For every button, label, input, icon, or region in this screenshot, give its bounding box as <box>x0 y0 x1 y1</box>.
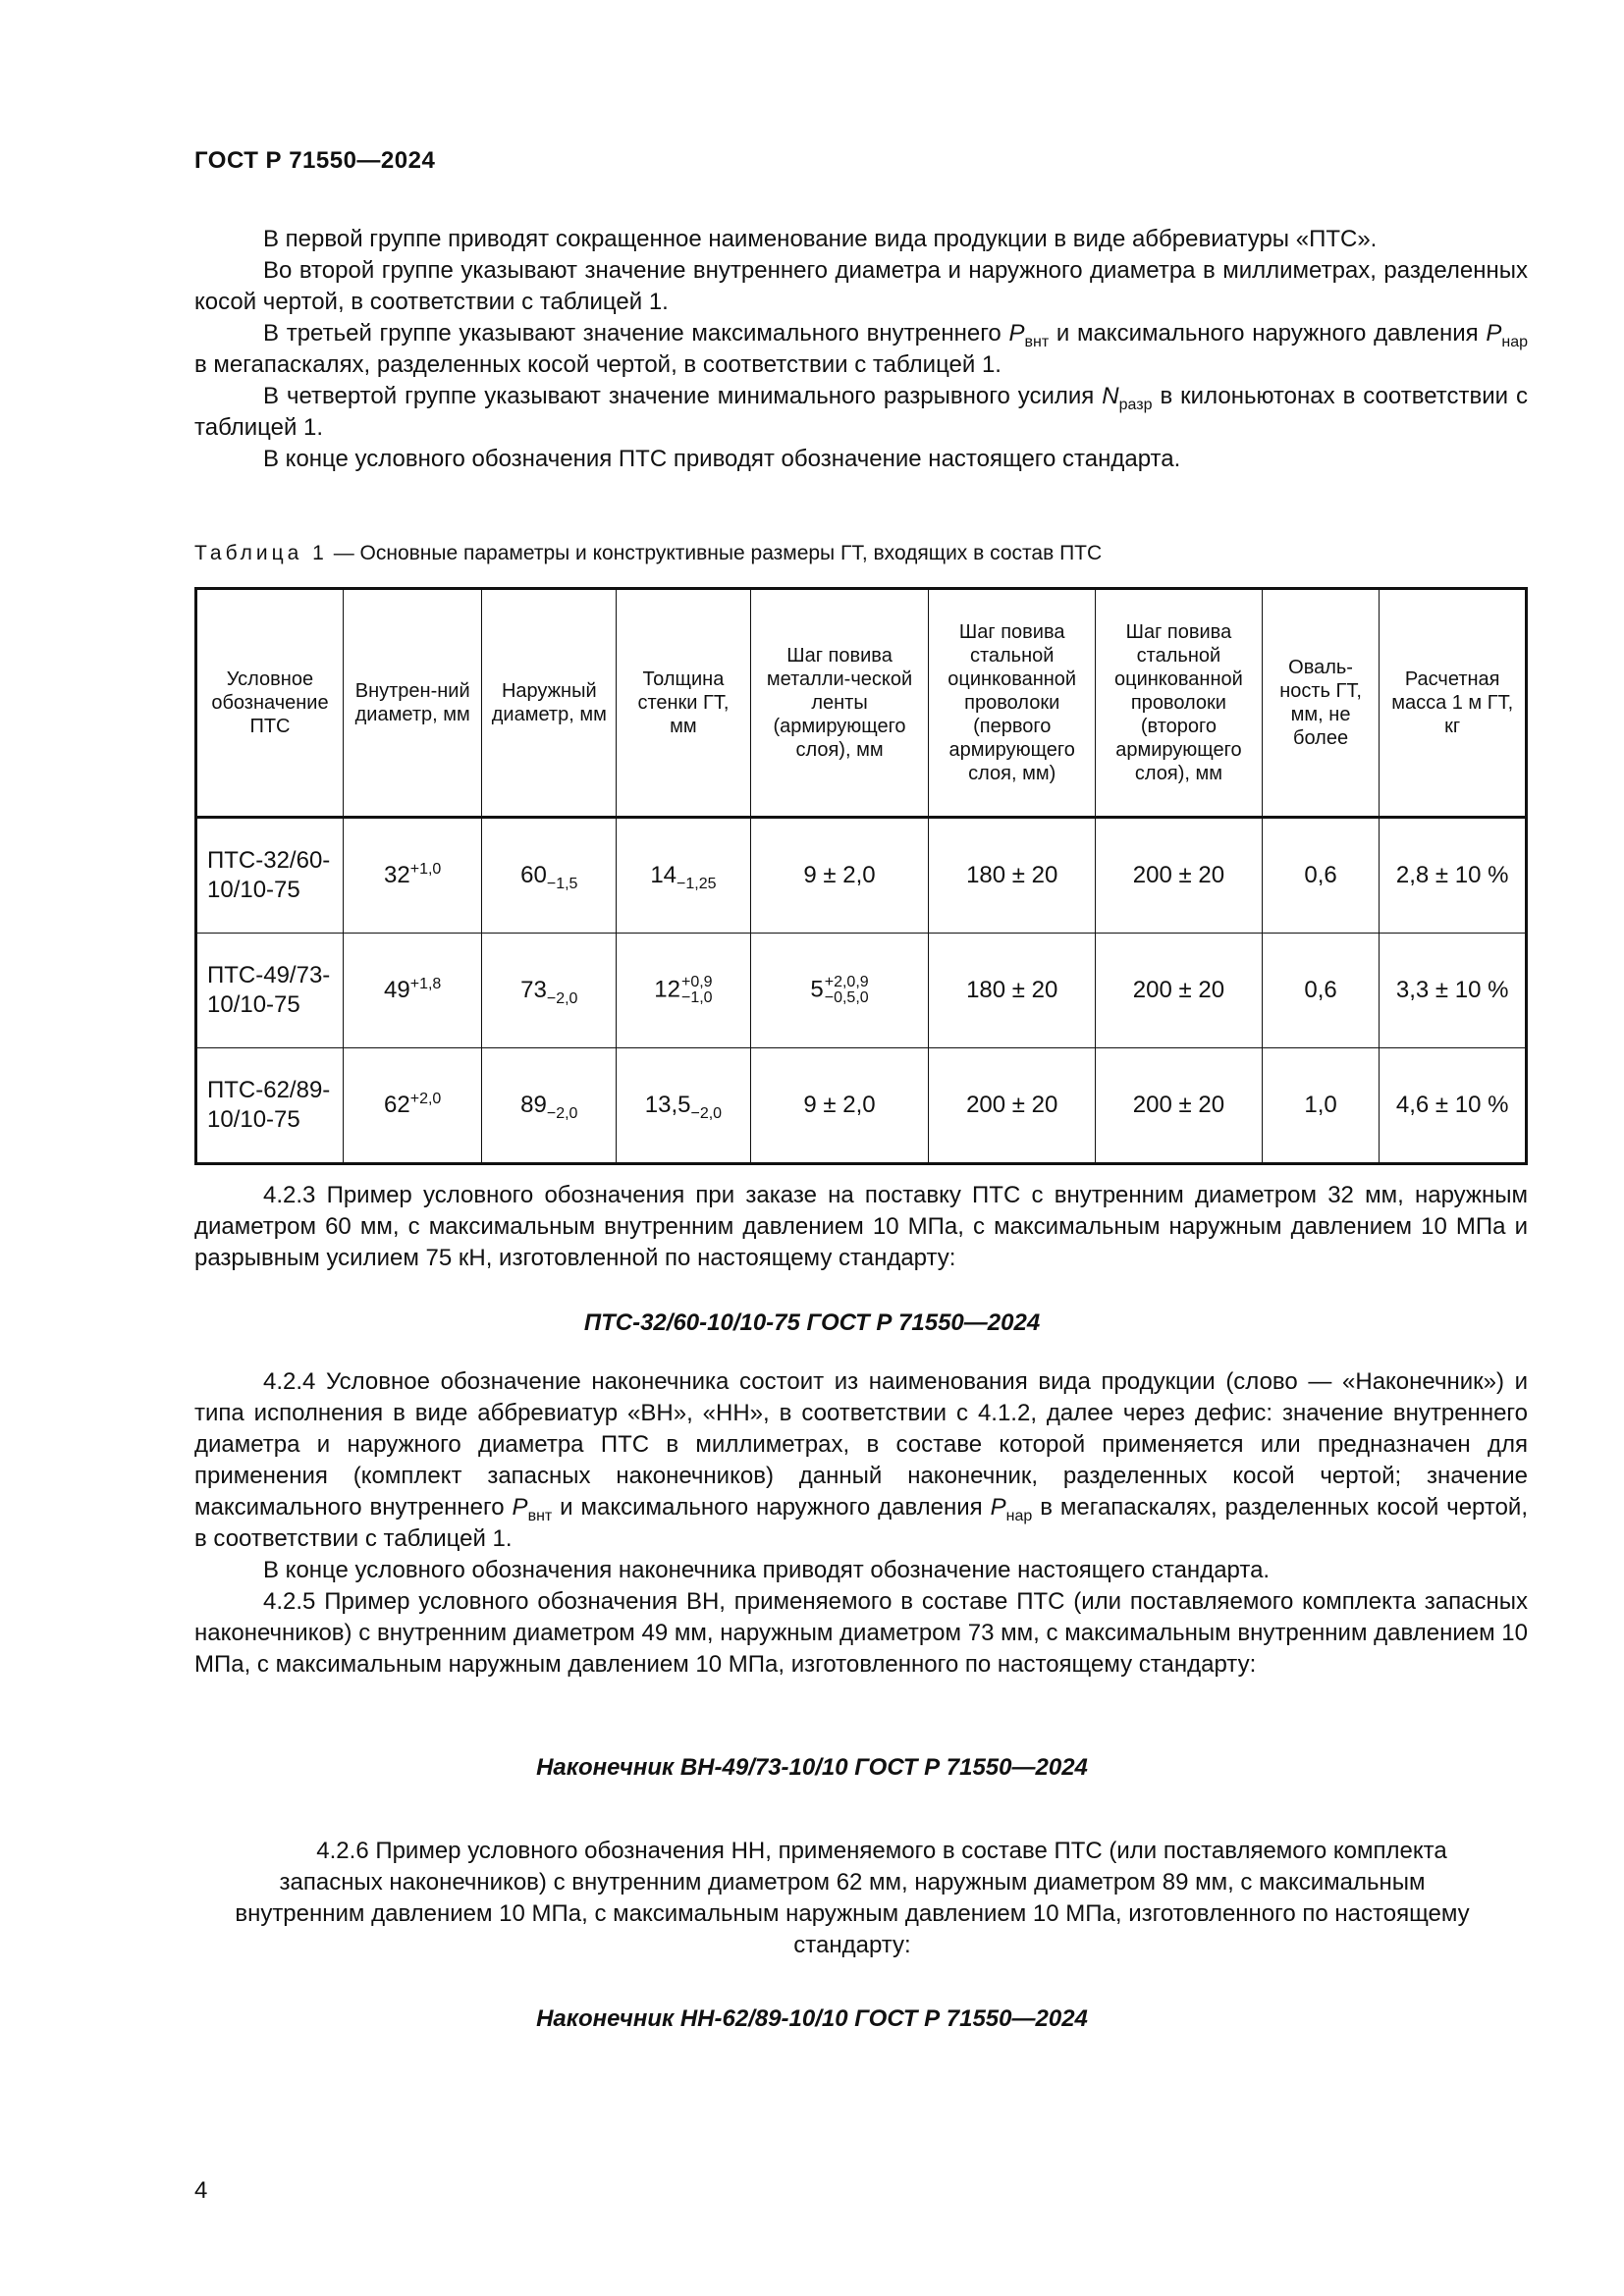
section-4-2-3-text: 4.2.3 Пример условного обозначения при заказе на поставку ПТС с внутренним диаметром 32 мм, наружным диаметром 60 мм, с максимальным внутренним давлением 10 МПа, с максимальным наружным давлением 10 МПа и разрывным усилием 75 кН, изготовленной по настоящему стандарту: <box>194 1182 1528 1271</box>
intro-text <box>194 224 1528 475</box>
page-number: 4 <box>194 2177 208 2204</box>
cell-mass: 4,6 ± 10 % <box>1380 1048 1527 1164</box>
header-designation: Условное обозначение ПТС <box>196 589 344 818</box>
cell-wire-pitch-second: 200 ± 20 <box>1096 1048 1263 1164</box>
table-caption <box>194 542 1102 565</box>
header-ovality: Оваль-ность ГТ, мм, не более <box>1262 589 1380 818</box>
example-vn-designation: Наконечник ВН-49/73-10/10 ГОСТ Р 71550—2024 <box>536 1754 1088 1781</box>
cell-tape-pitch: 9 ± 2,0 <box>750 818 929 934</box>
paragraph-group2: Во второй группе указывают значение внутреннего диаметра и наружного диаметра в миллиметрах, разделенных косой чертой, в соответствии с таблицей 1. <box>194 257 1528 315</box>
table-row <box>196 934 1527 1048</box>
cell-tape-pitch: 9 ± 2,0 <box>750 1048 929 1164</box>
cell-designation: ПТС-32/60-10/10-75 <box>196 818 344 934</box>
cell-wire-pitch-first: 180 ± 20 <box>929 934 1096 1048</box>
cell-mass: 2,8 ± 10 % <box>1380 818 1527 934</box>
table-caption-text: — Основные параметры и конструктивные размеры ГТ, входящих в состав ПТС <box>327 542 1103 564</box>
section-4-2-3 <box>194 1180 1528 1274</box>
paragraph-group4: В четвертой группе указывают значение минимального разрывного усилия $N_{разр}$ в килоньютонах в соответствии с таблицей 1. <box>194 383 1528 441</box>
header-mass: Расчетная масса 1 м ГТ, кг <box>1380 589 1527 818</box>
header-wire-pitch-first: Шаг повива стальной оцинкованной проволоки (первого армирующего слоя, мм) <box>929 589 1096 818</box>
paragraph-group1: В первой группе приводят сокращенное наименование вида продукции в виде аббревиатуры «ПТС». <box>263 226 1378 252</box>
paragraph-group3: В третьей группе указывают значение максимального внутреннего $P_{внт}$ и максимального наружного давления $P_{нар}$ в мегапаскалях, разделенных косой чертой, в соответствии с таблицей 1. <box>194 320 1528 378</box>
cell-ovality: 1,0 <box>1262 1048 1380 1164</box>
cell-mass: 3,3 ± 10 % <box>1380 934 1527 1048</box>
header-outer-diameter: Наружный диаметр, мм <box>482 589 617 818</box>
section-4-2-4 <box>194 1366 1528 1681</box>
table-row <box>196 818 1527 934</box>
document-header: ГОСТ Р 71550—2024 <box>194 147 436 174</box>
cell-wall-thickness: 12 +0,9 −1,0 <box>617 934 751 1048</box>
section-4-2-4-end: В конце условного обозначения наконечника приводят обозначение настоящего стандарта. <box>263 1557 1271 1583</box>
cell-outer-diameter: $89_{-2,0}$ <box>482 1048 617 1164</box>
section-4-2-5-text: 4.2.5 Пример условного обозначения ВН, применяемого в составе ПТС (или поставляемого комплекта запасных наконечников) с внутренним диаметром 49 мм, наружным диаметром 73 мм, с максимальным внутренним давлением 10 МПа, с максимальным наружным давлением 10 МПа, изготовленного по настоящему стандарту: <box>194 1588 1528 1678</box>
section-4-2-6 <box>214 1836 1490 1961</box>
cell-inner-diameter: $32^{+1,0}$ <box>343 818 482 934</box>
section-4-2-6-text: 4.2.6 Пример условного обозначения НН, применяемого в составе ПТС (или поставляемого комплекта запасных наконечников) с внутренним диаметром 62 мм, наружным диаметром 89 мм, с максимальным внутренним давлением 10 МПа, с максимальным наружным давлением 10 МПа, изготовленного по настоящему стандарту: <box>235 1838 1470 1958</box>
cell-wire-pitch-second: 200 ± 20 <box>1096 818 1263 934</box>
example-nn-designation: Наконечник НН-62/89-10/10 ГОСТ Р 71550—2024 <box>536 2005 1088 2032</box>
cell-wire-pitch-first: 200 ± 20 <box>929 1048 1096 1164</box>
cell-wire-pitch-second: 200 ± 20 <box>1096 934 1263 1048</box>
parameters-table <box>194 587 1528 1165</box>
cell-inner-diameter: $49^{+1,8}$ <box>343 934 482 1048</box>
cell-wire-pitch-first: 180 ± 20 <box>929 818 1096 934</box>
table-header-row <box>196 589 1527 818</box>
cell-tape-pitch: 5 +2,0,9 −0,5,0 <box>750 934 929 1048</box>
header-inner-diameter: Внутрен-ний диаметр, мм <box>343 589 482 818</box>
section-4-2-4-text: 4.2.4 Условное обозначение наконечника состоит из наименования вида продукции (слово — «Наконечник») и типа исполнения в виде аббревиатур «ВН», «НН», в соответствии с 4.1.2, далее через дефис: значение внутреннего диаметра и наружного диаметра ПТС в миллиметрах, в составе которой применяется или предназначен для применения (комплект запасных наконечников) данный наконечник, разделенных косой чертой; значение максимального внутреннего $P_{внт}$ и максимального наружного давления $P_{нар}$ в мегапаскалях, разделенных косой чертой, в соответствии с таблицей 1. <box>194 1368 1529 1552</box>
cell-wall-thickness: $13,5_{-2,0}$ <box>617 1048 751 1164</box>
example-pts-designation: ПТС-32/60-10/10-75 ГОСТ Р 71550—2024 <box>583 1309 1041 1336</box>
cell-ovality: 0,6 <box>1262 818 1380 934</box>
cell-ovality: 0,6 <box>1262 934 1380 1048</box>
cell-inner-diameter: $62^{+2,0}$ <box>343 1048 482 1164</box>
cell-outer-diameter: $73_{-2,0}$ <box>482 934 617 1048</box>
paragraph-ending: В конце условного обозначения ПТС приводят обозначение настоящего стандарта. <box>263 446 1181 472</box>
table-caption-label: Таблица 1 <box>194 542 328 564</box>
cell-wall-thickness: $14_{-1,25}$ <box>617 818 751 934</box>
table-row <box>196 1048 1527 1164</box>
header-wall-thickness: Толщина стенки ГТ, мм <box>617 589 751 818</box>
cell-outer-diameter: $60_{-1,5}$ <box>482 818 617 934</box>
cell-designation: ПТС-62/89-10/10-75 <box>196 1048 344 1164</box>
cell-designation: ПТС-49/73-10/10-75 <box>196 934 344 1048</box>
header-tape-pitch: Шаг повива металли-ческой ленты (армирующего слоя), мм <box>750 589 929 818</box>
header-wire-pitch-second: Шаг повива стальной оцинкованной проволоки (второго армирующего слоя), мм <box>1096 589 1263 818</box>
